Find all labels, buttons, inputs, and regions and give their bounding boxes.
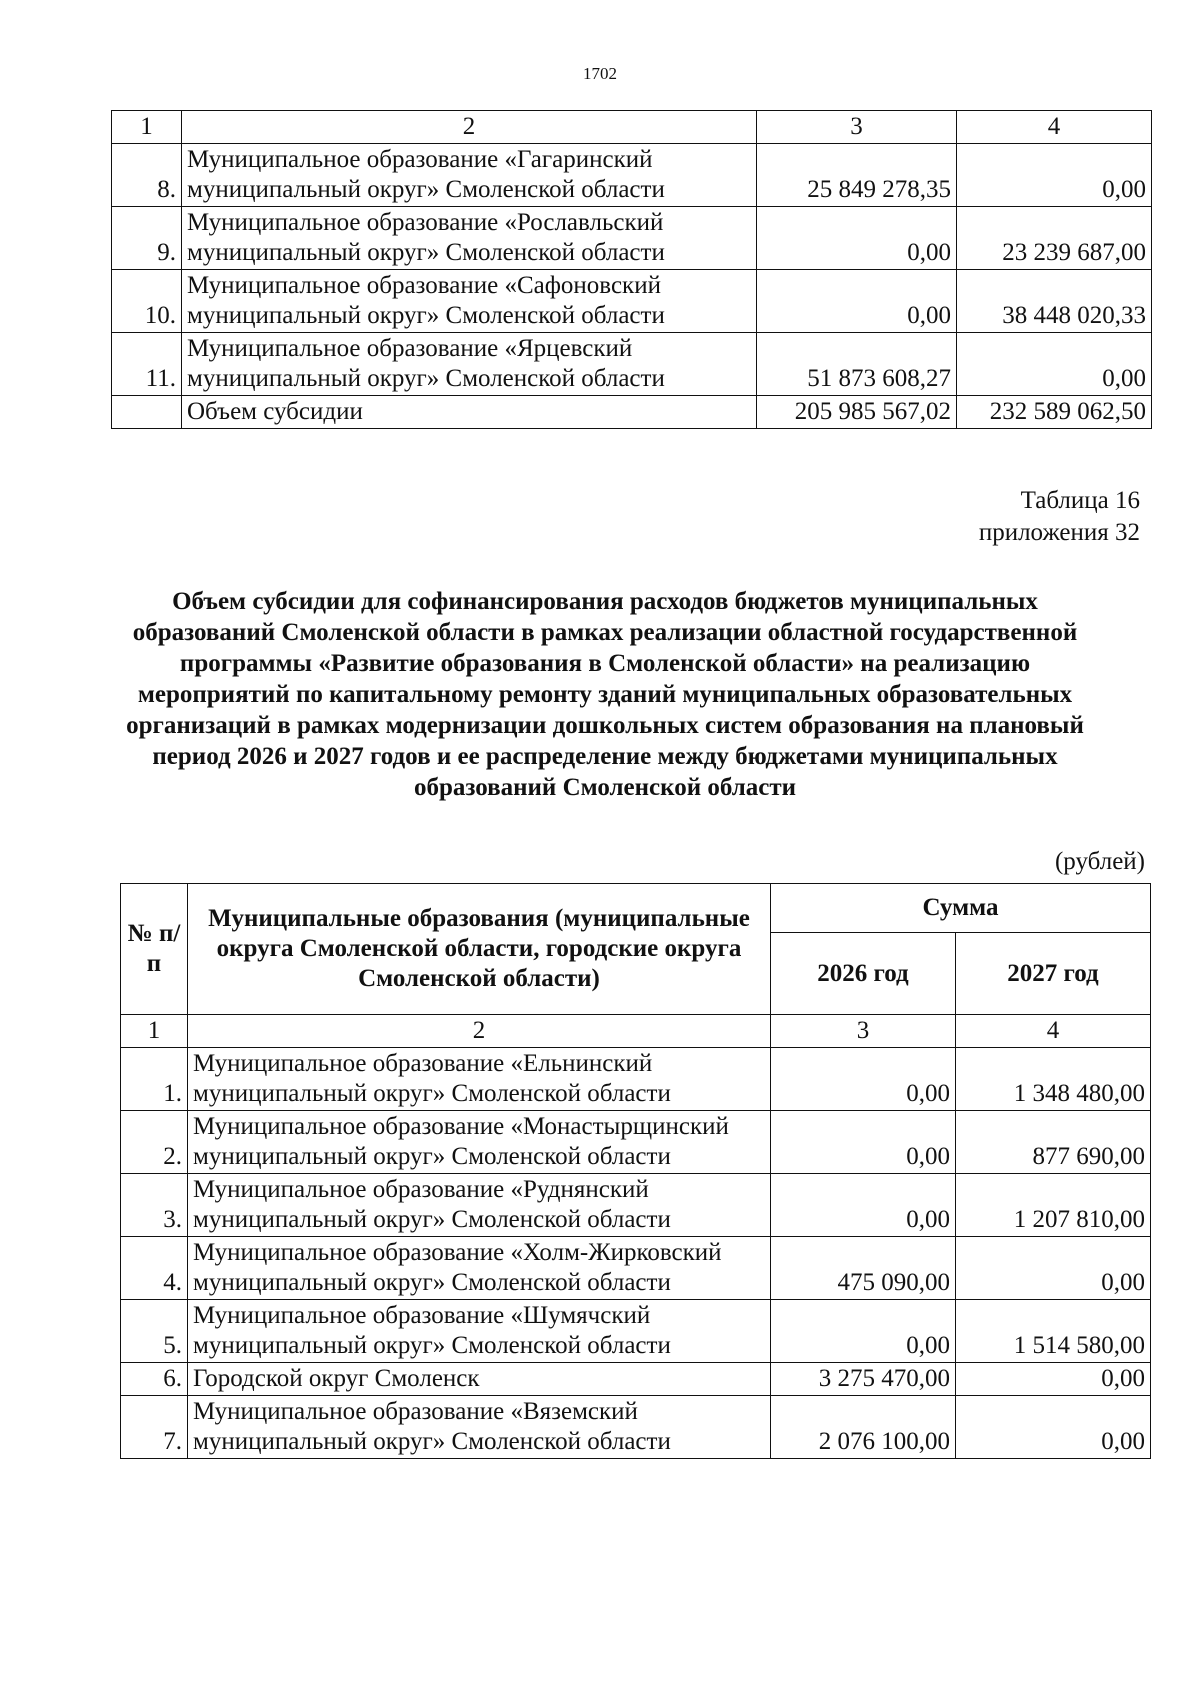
amount-2027: 1 348 480,00 [956,1048,1151,1111]
table-row [112,270,1152,333]
amount-2027: 23 239 687,00 [957,207,1152,270]
municipality-name: Городской округ Смоленск [188,1363,771,1396]
row-number: 2. [121,1111,188,1174]
page-number: 1702 [583,64,617,83]
row-number: 5. [121,1300,188,1363]
row-number: 11. [112,333,182,396]
amount-2027: 0,00 [956,1396,1151,1459]
table-row [121,1048,1151,1111]
table-header-row [121,884,1151,933]
amount-2026: 25 849 278,35 [757,144,957,207]
row-number: 8. [112,144,182,207]
municipality-name: Муниципальное образование «Ельнинский муниципальный округ» Смоленской области [188,1048,771,1111]
col-index-4: 4 [957,111,1152,144]
total-2026: 205 985 567,02 [757,396,957,429]
col-index-3: 3 [757,111,957,144]
municipality-name: Муниципальное образование «Шумячский муниципальный округ» Смоленской области [188,1300,771,1363]
row-number: 7. [121,1396,188,1459]
amount-2026: 0,00 [771,1048,956,1111]
units-label: (рублей) [1054,848,1145,875]
col-index-2: 2 [182,111,757,144]
header-2026: 2026 год [771,933,956,1015]
table-row [121,1300,1151,1363]
amount-2026: 2 076 100,00 [771,1396,956,1459]
table-row [121,1174,1151,1237]
total-label: Объем субсидии [182,396,757,429]
amount-2026: 0,00 [757,207,957,270]
amount-2026: 51 873 608,27 [757,333,957,396]
table-row [121,1363,1151,1396]
amount-2027: 0,00 [957,144,1152,207]
subsidy-table [120,883,1151,1459]
table-row [121,1237,1151,1300]
row-number: 4. [121,1237,188,1300]
col-index-1: 1 [112,111,182,144]
table-index-row [112,111,1152,144]
amount-2026: 3 275 470,00 [771,1363,956,1396]
amount-2026: 0,00 [771,1174,956,1237]
municipality-name: Муниципальное образование «Гагаринский муниципальный округ» Смоленской области [182,144,757,207]
col-index-3: 3 [771,1015,956,1048]
municipality-name: Муниципальное образование «Рославльский муниципальный округ» Смоленской области [182,207,757,270]
row-number: 10. [112,270,182,333]
header-municipal: Муниципальные образования (муниципальные округа Смоленской области, городские округа Смоленской области) [188,884,771,1015]
table-caption-appendix: приложения 32 [978,519,1140,546]
amount-2026: 0,00 [771,1111,956,1174]
amount-2026: 0,00 [771,1300,956,1363]
municipality-name: Муниципальное образование «Ярцевский муниципальный округ» Смоленской области [182,333,757,396]
table-index-row [121,1015,1151,1048]
table-row [121,1396,1151,1459]
table-row [112,207,1152,270]
amount-2027: 0,00 [957,333,1152,396]
municipality-name: Муниципальное образование «Холм-Жирковский муниципальный округ» Смоленской области [188,1237,771,1300]
municipality-name: Муниципальное образование «Руднянский муниципальный округ» Смоленской области [188,1174,771,1237]
total-number-empty [112,396,182,429]
total-row [112,396,1152,429]
header-2027: 2027 год [956,933,1151,1015]
amount-2027: 38 448 020,33 [957,270,1152,333]
row-number: 6. [121,1363,188,1396]
amount-2027: 1 514 580,00 [956,1300,1151,1363]
col-index-1: 1 [121,1015,188,1048]
table-row [121,1111,1151,1174]
row-number: 9. [112,207,182,270]
municipality-name: Муниципальное образование «Монастырщинский муниципальный округ» Смоленской области [188,1111,771,1174]
table-row [112,333,1152,396]
table-caption-number: Таблица 16 [1020,487,1140,514]
amount-2027: 877 690,00 [956,1111,1151,1174]
col-index-4: 4 [956,1015,1151,1048]
amount-2026: 475 090,00 [771,1237,956,1300]
header-sum: Сумма [771,884,1151,933]
header-number: № п/п [121,884,188,1015]
municipality-name: Муниципальное образование «Вяземский муниципальный округ» Смоленской области [188,1396,771,1459]
amount-2027: 0,00 [956,1237,1151,1300]
amount-2027: 1 207 810,00 [956,1174,1151,1237]
document-title: Объем субсидии для софинансирования расходов бюджетов муниципальных образований Смоленской области в рамках реализации областной государственной программы «Развитие образования в Смоленской области» на реализацию мероприятий по капитальному ремонту зданий муниципальных образовательных организаций в рамках модернизации дошкольных систем образования на плановый период 2026 и 2027 годов и ее распределение между бюджетами муниципальных образований Смоленской области [126,588,1084,801]
continued-table [111,110,1152,429]
total-2027: 232 589 062,50 [957,396,1152,429]
row-number: 1. [121,1048,188,1111]
amount-2027: 0,00 [956,1363,1151,1396]
table-row [112,144,1152,207]
row-number: 3. [121,1174,188,1237]
amount-2026: 0,00 [757,270,957,333]
municipality-name: Муниципальное образование «Сафоновский муниципальный округ» Смоленской области [182,270,757,333]
col-index-2: 2 [188,1015,771,1048]
